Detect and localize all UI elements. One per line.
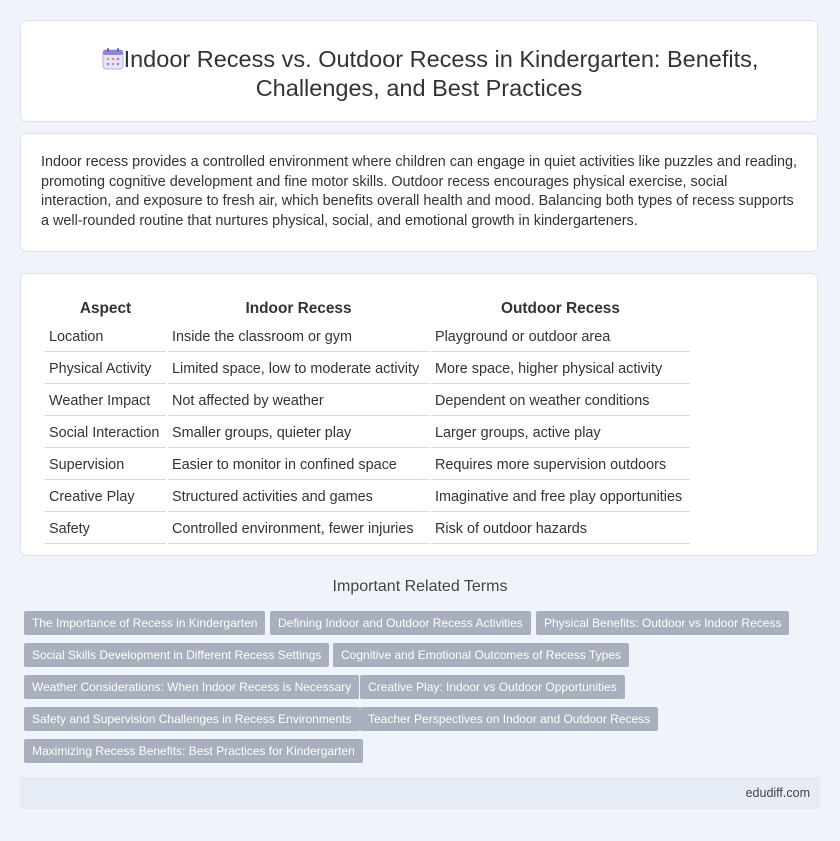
related-term-tag[interactable]: Social Skills Development in Different Recess Settings — [24, 643, 329, 667]
cell-outdoor: Larger groups, active play — [431, 418, 690, 448]
header-indoor: Indoor Recess — [245, 300, 352, 317]
cell-indoor: Limited space, low to moderate activity — [168, 354, 429, 384]
table-header-row — [45, 296, 690, 320]
cell-aspect: Weather Impact — [45, 386, 166, 416]
related-term-tag[interactable]: Safety and Supervision Challenges in Recess Environments — [24, 707, 360, 731]
table-row — [45, 450, 690, 480]
related-term-tag[interactable]: Teacher Perspectives on Indoor and Outdoor Recess — [360, 707, 658, 731]
intro-card — [20, 133, 818, 252]
cell-outdoor: Risk of outdoor hazards — [431, 514, 690, 544]
cell-outdoor: Playground or outdoor area — [431, 322, 690, 352]
comparison-card — [20, 273, 818, 556]
cell-indoor: Smaller groups, quieter play — [168, 418, 429, 448]
cell-indoor: Easier to monitor in confined space — [168, 450, 429, 480]
cell-aspect: Safety — [45, 514, 166, 544]
related-term-tag[interactable]: Physical Benefits: Outdoor vs Indoor Recess — [536, 611, 789, 635]
page-title — [21, 45, 817, 103]
related-terms-heading: Important Related Terms — [332, 578, 508, 595]
related-term-tag[interactable]: Maximizing Recess Benefits: Best Practices for Kindergarten — [24, 739, 363, 763]
cell-aspect: Social Interaction — [45, 418, 166, 448]
cell-indoor: Controlled environment, fewer injuries — [168, 514, 429, 544]
page-title-line-1: Indoor Recess vs. Outdoor Recess in Kindergarten: Benefits, — [123, 46, 759, 72]
related-term-tag[interactable]: Defining Indoor and Outdoor Recess Activities — [270, 611, 531, 635]
intro-paragraph: Indoor recess provides a controlled environment where children can engage in quiet activities like puzzles and reading, promoting cognitive development and fine motor skills. Outdoor recess encourages physical exercise, social interaction, and exposure to fresh air, which benefits overall health and mood. Balancing both types of recess supports a well-rounded routine that nurtures physical, social, and emotional growth in kindergarteners. — [41, 154, 797, 230]
table-row — [45, 386, 690, 416]
cell-outdoor: Requires more supervision outdoors — [431, 450, 690, 480]
cell-indoor: Structured activities and games — [168, 482, 429, 512]
cell-outdoor: Imaginative and free play opportunities — [431, 482, 690, 512]
cell-indoor: Inside the classroom or gym — [168, 322, 429, 352]
table-row — [45, 354, 690, 384]
cell-outdoor: More space, higher physical activity — [431, 354, 690, 384]
page-title-line-2: Challenges, and Best Practices — [255, 75, 583, 101]
site-link[interactable]: edudiff.com — [745, 786, 810, 800]
cell-aspect: Supervision — [45, 450, 166, 480]
table-row — [45, 322, 690, 352]
cell-outdoor: Dependent on weather conditions — [431, 386, 690, 416]
header-aspect: Aspect — [79, 300, 132, 317]
cell-aspect: Creative Play — [45, 482, 166, 512]
cell-aspect: Location — [45, 322, 166, 352]
title-card — [20, 20, 818, 122]
header-outdoor: Outdoor Recess — [501, 300, 620, 317]
footer — [20, 777, 820, 809]
related-term-tag[interactable]: The Importance of Recess in Kindergarten — [24, 611, 265, 635]
cell-indoor: Not affected by weather — [168, 386, 429, 416]
cell-aspect: Physical Activity — [45, 354, 166, 384]
related-term-tag[interactable]: Weather Considerations: When Indoor Recess is Necessary — [24, 675, 359, 699]
related-term-tag[interactable]: Cognitive and Emotional Outcomes of Recess Types — [333, 643, 629, 667]
table-row — [45, 514, 690, 544]
related-term-tag[interactable]: Creative Play: Indoor vs Outdoor Opportunities — [360, 675, 625, 699]
comparison-table — [43, 294, 692, 546]
table-row — [45, 482, 690, 512]
table-row — [45, 418, 690, 448]
